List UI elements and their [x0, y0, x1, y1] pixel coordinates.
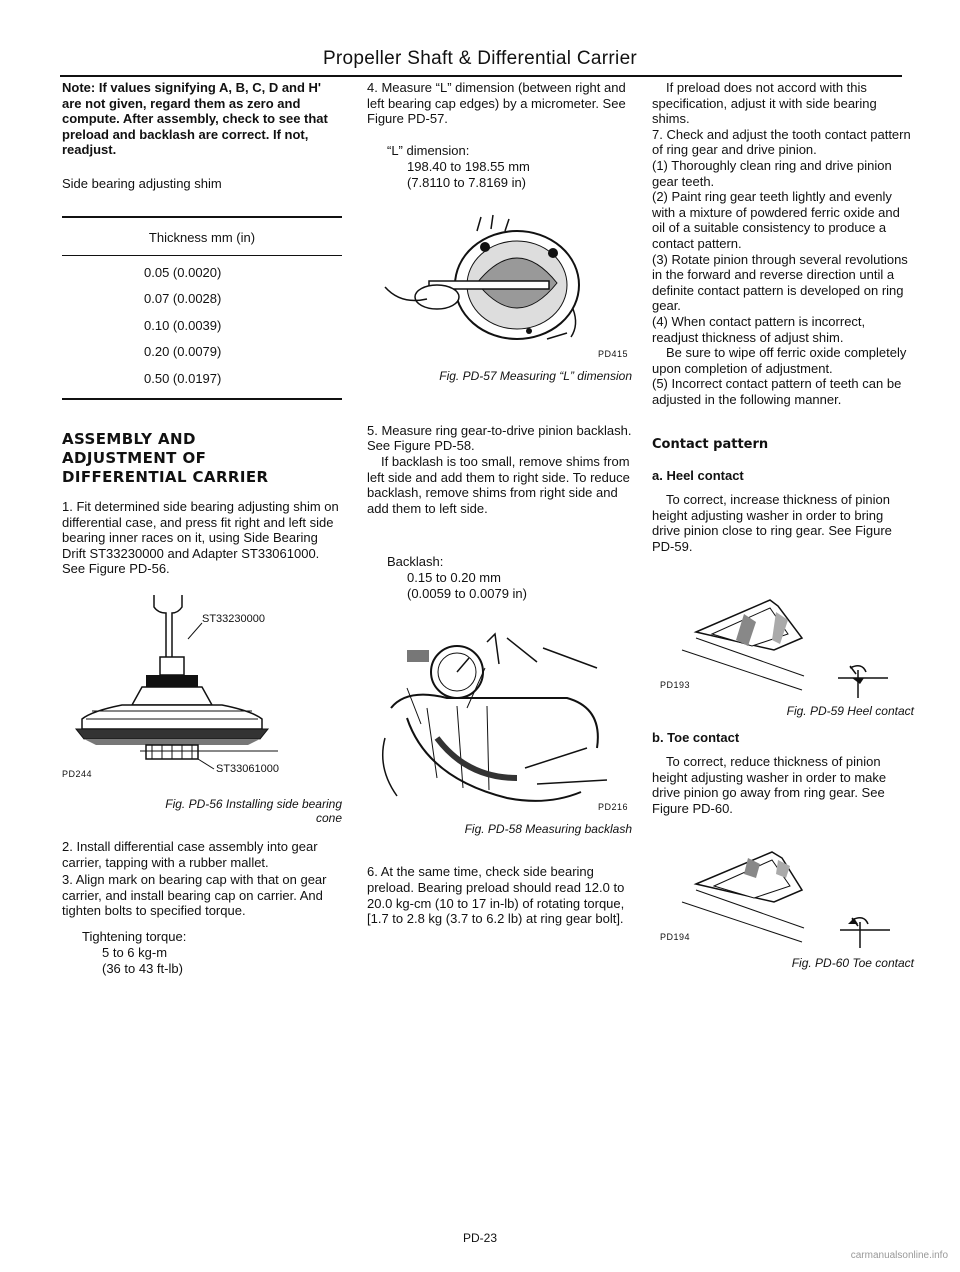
backlash-value: (0.0059 to 0.0079 in) [407, 586, 527, 602]
toe-contact-text: To correct, reduce thickness of pinion height adjusting washer in order to make drive pinion go away from ring gear. See Figure PD-60. [652, 754, 887, 816]
substep-3: (3) Rotate pinion through several revolutions in the forward and reverse direction until a definite contact pattern is developed on ring gear. [652, 251, 908, 314]
step-3-paragraph: 3. Align mark on bearing cap with that on gear carrier, and install bearing cap on carrier. And tighten bolts to specified torque. [62, 872, 327, 919]
backlash-value: 0.15 to 0.20 mm [407, 570, 501, 586]
section-title-line: DIFFERENTIAL CARRIER [62, 468, 269, 487]
shim-label: Side bearing adjusting shim [62, 175, 222, 191]
figure-caption: Fig. PD-60 Toe contact [791, 956, 914, 971]
figure-caption: Fig. PD-58 Measuring backlash [464, 822, 632, 837]
page-header-title: Propeller Shaft & Differential Carrier [322, 48, 638, 69]
caption-line: Fig. PD-56 Installing side bearing [165, 797, 342, 812]
torque-label: Tightening torque: [82, 929, 187, 944]
step-6-paragraph: 6. At the same time, check side bearing preload. Bearing preload should read 12.0 to 20.0 kg-cm (10 to 17 in-lb) of rotating torque, [1.7 to 2.8 kg (3.7 to 6.2 lb) at ring gear bolt]. [367, 864, 625, 927]
dial-indicator-illustration [367, 628, 632, 818]
figure-caption [62, 797, 342, 825]
table-bottom-rule [62, 398, 342, 400]
l-value: (7.8110 to 7.8169 in) [407, 174, 527, 190]
table-row: 0.50 (0.0197) [144, 370, 222, 386]
step-5-detail: If backlash is too small, remove shims from left side and add them to right side. To reduce backlash, remove shims from right side and add them to left side. [367, 453, 630, 516]
figure-pd59 [652, 594, 914, 704]
watermark: carmanualsonline.info [850, 1250, 948, 1261]
heel-contact-title: a. Heel contact [652, 468, 744, 484]
micrometer-illustration [367, 213, 632, 363]
contact-pattern-title: Contact pattern [652, 437, 769, 453]
figure-pd56 [62, 587, 342, 787]
backlash-label: Backlash: [387, 554, 444, 570]
table-row: 0.20 (0.0079) [144, 344, 222, 360]
column-left [62, 80, 342, 977]
section-heading [62, 430, 342, 487]
toe-contact-tooth-illustration [652, 844, 914, 954]
toe-contact-title: b. Toe contact [652, 730, 740, 746]
substep-5: (5) Incorrect contact pattern of teeth can be adjusted in the following manner. [652, 376, 902, 407]
preload-paragraph: If preload does not accord with this specification, adjust it with side bearing shims. [652, 80, 877, 127]
column-right [652, 80, 914, 970]
column-middle [367, 80, 632, 927]
figure-code: PD194 [660, 932, 691, 943]
table-header: Thickness mm (in) [148, 229, 256, 245]
shim-table [62, 216, 342, 401]
l-label: “L” dimension: [387, 142, 470, 158]
figure-pd58 [367, 628, 632, 818]
header-rule [60, 75, 902, 77]
substep-2: (2) Paint ring gear teeth lightly and evenly with a mixture of powdered ferric oxide and oil of a suitable consistency to produce a contact pattern. [652, 189, 900, 251]
torque-value: 5 to 6 kg-m [102, 945, 168, 960]
part-number-top: ST33230000 [202, 613, 265, 626]
figure-pd57 [367, 213, 632, 363]
part-number-bottom: ST33061000 [216, 763, 279, 776]
torque-value: (36 to 43 ft-lb) [102, 961, 183, 976]
section-title-line: ASSEMBLY AND [62, 430, 196, 449]
figure-code: PD193 [660, 680, 691, 691]
step-5-paragraph: 5. Measure ring gear-to-drive pinion backlash. See Figure PD-58. [367, 422, 632, 454]
step-4-paragraph: 4. Measure “L” dimension (between right and left bearing cap edges) by a micrometer. See Figure PD-57. [367, 80, 626, 127]
figure-caption: Fig. PD-57 Measuring “L” dimension [439, 368, 632, 383]
page-number: PD-23 [462, 1231, 497, 1245]
table-row: 0.10 (0.0039) [144, 317, 222, 333]
l-dimension-spec [367, 143, 632, 191]
table-row: 0.07 (0.0028) [144, 291, 222, 307]
step-1-paragraph: 1. Fit determined side bearing adjusting shim on differential case, and press fit right and left side bearing inner races on it, using Side Bearing Drift ST33230000 and Adapter ST33061000. See Figure PD-56. [62, 499, 339, 577]
figure-code: PD244 [62, 769, 93, 780]
caption-line: cone [315, 811, 342, 826]
substep-1: (1) Thoroughly clean ring and drive pinion gear teeth. [652, 157, 892, 189]
figure-code: PD216 [597, 802, 628, 813]
step-2-paragraph: 2. Install differential case assembly into gear carrier, tapping with a rubber mallet. [62, 839, 318, 870]
l-value: 198.40 to 198.55 mm [407, 158, 530, 174]
heel-contact-tooth-illustration [652, 594, 914, 704]
figure-pd60 [652, 844, 914, 954]
figure-caption: Fig. PD-59 Heel contact [786, 704, 914, 719]
substep-4-detail: Be sure to wipe off ferric oxide completely upon completion of adjustment. [652, 345, 907, 376]
note-paragraph: Note: If values signifying A, B, C, D and H' are not given, regard them as zero and compute. After assembly, check to see that preload and backlash are correct. If not, readjust. [62, 80, 328, 158]
table-row: 0.05 (0.0020) [144, 264, 222, 280]
figure-code: PD415 [597, 348, 628, 359]
torque-spec [62, 929, 342, 977]
section-title-line: ADJUSTMENT OF [62, 449, 207, 468]
backlash-spec [367, 554, 632, 602]
substep-4: (4) When contact pattern is incorrect, readjust thickness of adjust shim. [652, 313, 866, 345]
step-7-paragraph: 7. Check and adjust the tooth contact pattern of ring gear and drive pinion. [652, 126, 911, 158]
heel-contact-text: To correct, increase thickness of pinion height adjusting washer in order to bring drive pinion close to ring gear. See Figure PD-59. [652, 492, 892, 554]
